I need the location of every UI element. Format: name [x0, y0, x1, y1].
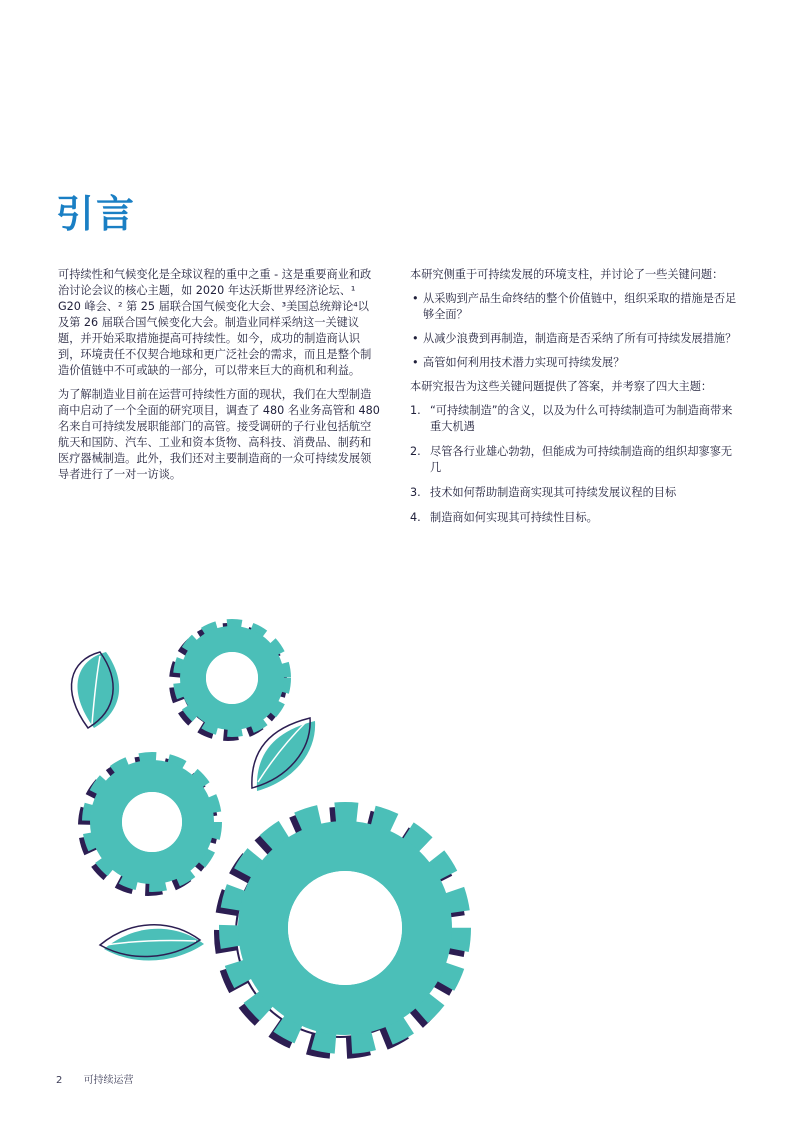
left-column [58, 267, 380, 491]
intro-paragraph-2: 为了解制造业目前在运营可持续性方面的现状，我们在大型制造商中启动了一个全面的研究项目，调查了 480 名业务高管和 480 名来自可持续发展职能部门的高管。接受调研的子行业包括航空航天和国防、汽车、工业和资本货物、高科技、消费品、制药和医疗器械制造。此外，我们还对主要制造商的一众可持续发展领导者进行了一对一访谈。 [58, 388, 380, 481]
question-item: • 从采购到产品生命终结的整个价值链中，组织采取的措施是否足够全面？ [410, 291, 740, 323]
theme-number: 3. [410, 486, 421, 499]
theme-text: 尽管各行业雄心勃勃，但能成为可持续制造商的组织却寥寥无几 [430, 445, 733, 474]
page-footer [56, 1071, 134, 1086]
theme-number: 1. [410, 404, 421, 417]
question-item: • 从减少浪费到再制造，制造商是否采纳了所有可持续发展措施？ [410, 331, 740, 347]
gear-icon [225, 813, 460, 1048]
theme-item [410, 510, 740, 526]
questions-list [410, 291, 740, 371]
theme-text: 制造商如何实现其可持续性目标。 [430, 511, 598, 524]
page-title: 引言 [56, 192, 137, 236]
questions-intro: 本研究侧重于可持续发展的环境支柱，并讨论了一些关键问题： [410, 268, 724, 281]
theme-number: 2. [410, 445, 421, 458]
gear-icon [86, 760, 214, 888]
theme-item [410, 403, 740, 435]
right-column [410, 267, 740, 535]
intro-paragraph-1: 可持续性和气候变化是全球议程的重中之重 - 这是重要商业和政治讨论会议的核心主题，如 2020 年达沃斯世界经济论坛、¹ G20 峰会、² 第 25 届联合国气候变化大会、³美国总统辩论⁴以及第 26 届联合国气候变化大会。制造业同样采纳这一关键议题，并开始采取措施提高可持续性。如今，成功的制造商认识到，环境责任不仅契合地球和更广泛社会的需求，而且是整个制造价值链中不可或缺的一部分，可以带来巨大的商机和利益。 [58, 268, 372, 377]
theme-text: “可持续制造”的含义，以及为什么可持续制造可为制造商带来重大机遇 [430, 404, 733, 433]
gear-icon [176, 626, 284, 734]
themes-list [410, 403, 740, 526]
page-number: 2 [56, 1075, 63, 1086]
leaf-icon [71, 652, 119, 728]
theme-item [410, 444, 740, 476]
footer-section: 可持续运营 [83, 1075, 134, 1086]
question-item: • 高管如何利用技术潜力实现可持续发展？ [410, 355, 740, 371]
gears-illustration [60, 600, 480, 1060]
leaf-icon [100, 925, 204, 961]
theme-number: 4. [410, 511, 421, 524]
themes-intro: 本研究报告为这些关键问题提供了答案，并考察了四大主题： [410, 380, 713, 393]
theme-item [410, 485, 740, 501]
theme-text: 技术如何帮助制造商实现其可持续发展议程的目标 [430, 486, 677, 499]
